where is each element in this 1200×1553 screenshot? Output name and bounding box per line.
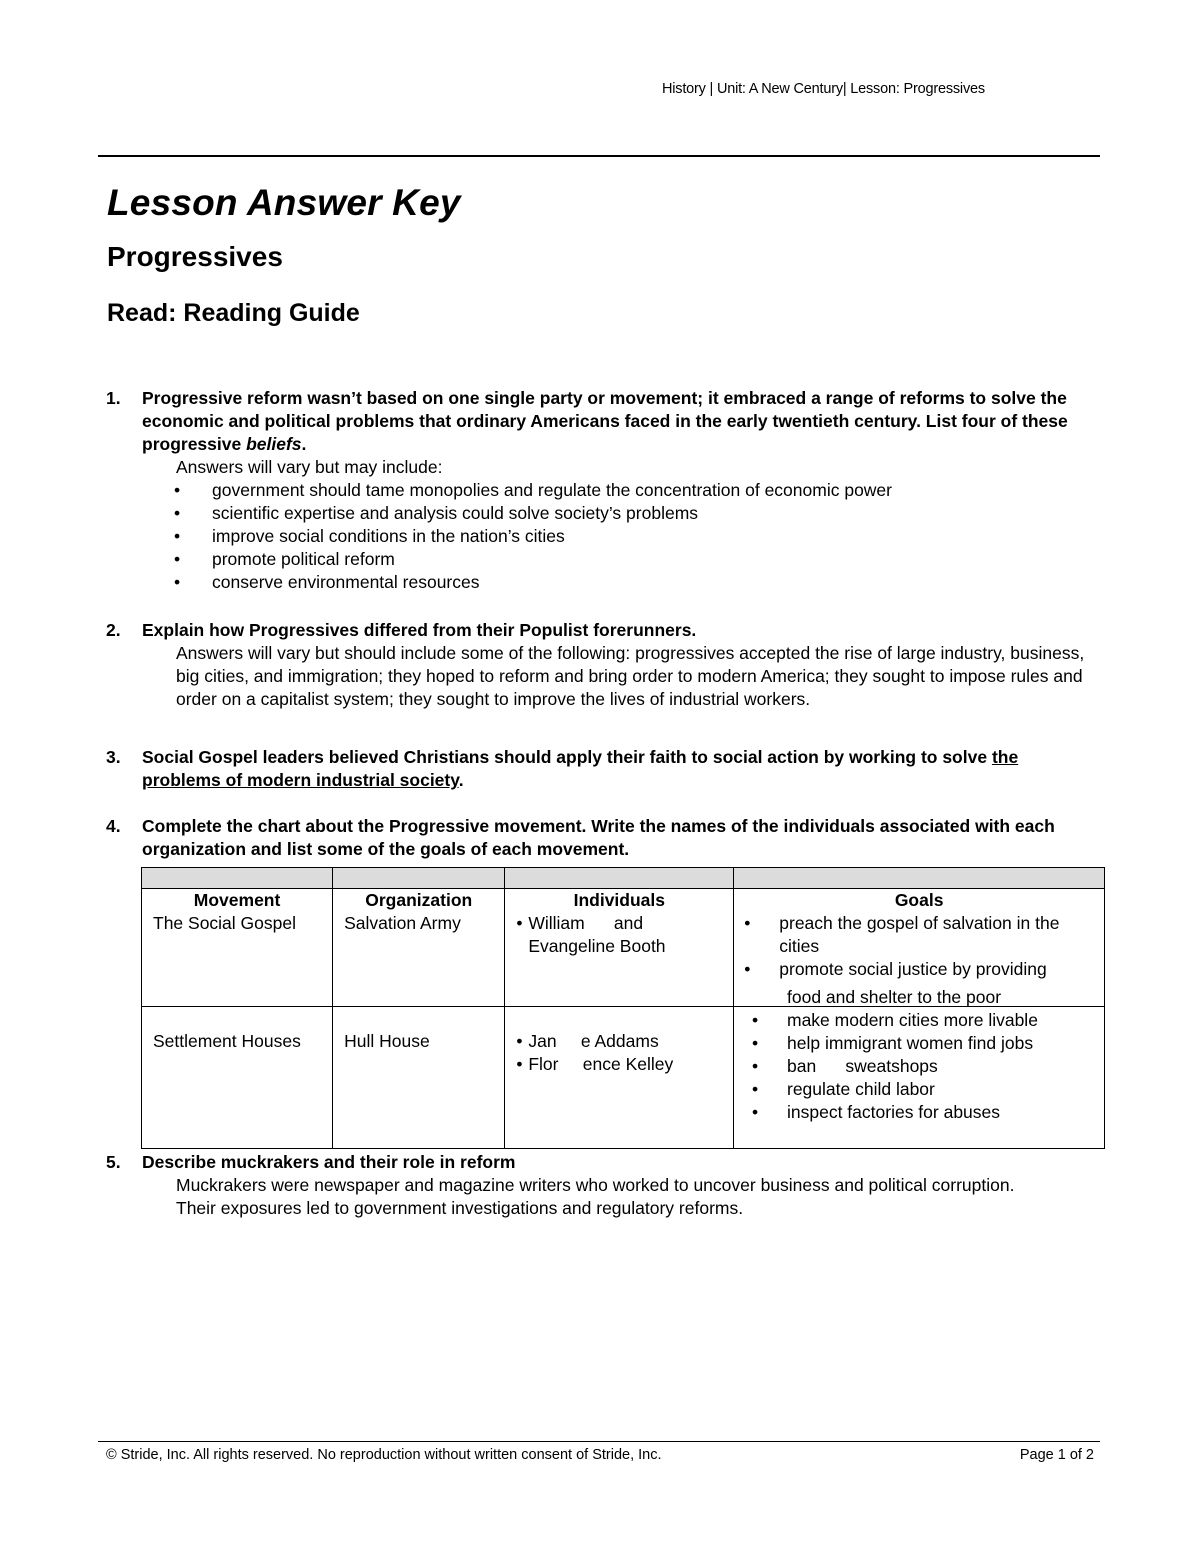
answer-intro: Answers will vary but may include: bbox=[176, 457, 443, 477]
movement-cell: Settlement Houses bbox=[142, 1007, 333, 1149]
lesson-title: Progressives bbox=[107, 241, 283, 272]
individuals-cell bbox=[505, 1007, 734, 1149]
column-header: Movement bbox=[142, 889, 333, 913]
list-item: • scientific expertise and analysis could solve society’s problems bbox=[174, 502, 1101, 525]
question-text: Complete the chart about the Progressive movement. Write the names of the individuals associated with each organization and list some of the goals of each movement. bbox=[142, 816, 1055, 859]
goals-continued bbox=[752, 986, 1104, 1124]
question-number: 4. bbox=[106, 816, 121, 836]
list-item: • promote political reform bbox=[174, 548, 1101, 571]
page-number: Page 1 of 2 bbox=[1019, 1447, 1094, 1463]
list-item: • improve social conditions in the nation’s cities bbox=[174, 525, 1101, 548]
question-2 bbox=[106, 619, 1101, 711]
question-number: 5. bbox=[106, 1152, 121, 1172]
list-item: • preach the gospel of salvation in the cities bbox=[744, 912, 1098, 958]
list-item: • conserve environmental resources bbox=[174, 571, 1101, 594]
answer-list bbox=[174, 479, 1101, 594]
answer-text: Answers will vary but should include some of the following: progressives accepted the rise of large industry, business, big cities, and immigration; they hoped to reform and bring order to modern America; they sought to impose rules and order on a capitalist system; they sought to improve the lives of industrial workers. bbox=[176, 643, 1085, 709]
question-text: Social Gospel leaders believed Christians should apply their faith to social action by working to solve the problems of modern industrial society. bbox=[142, 747, 1019, 790]
list-item: • promote social justice by providing bbox=[744, 958, 1098, 981]
running-header: History | Unit: A New Century| Lesson: Progressives bbox=[662, 81, 985, 97]
header-rule bbox=[98, 155, 1100, 157]
list-item: • Flor ence Kelley bbox=[516, 1053, 727, 1076]
chart-shade-row bbox=[142, 868, 1105, 889]
copyright-notice: © Stride, Inc. All rights reserved. No reproduction without written consent of Stride, Inc. bbox=[106, 1447, 662, 1463]
column-header: Organization bbox=[333, 889, 505, 913]
question-number: 2. bbox=[106, 620, 121, 640]
list-item: • ban sweatshops bbox=[752, 1055, 1104, 1078]
individuals-cell bbox=[505, 912, 734, 1007]
list-item: • government should tame monopolies and regulate the concentration of economic power bbox=[174, 479, 1101, 502]
column-header: Goals bbox=[734, 889, 1105, 913]
list-item: • Jan e Addams bbox=[516, 1030, 727, 1053]
question-4 bbox=[106, 815, 1101, 861]
question-text: Describe muckrakers and their role in reform bbox=[142, 1152, 516, 1172]
organization-cell: Hull House bbox=[333, 1007, 505, 1149]
list-item: • make modern cities more livable bbox=[752, 1009, 1104, 1032]
movement-cell: The Social Gospel bbox=[142, 912, 333, 1007]
chart-header-row bbox=[142, 889, 1105, 913]
goal-continuation: food and shelter to the poor bbox=[787, 987, 1002, 1007]
question-1 bbox=[106, 387, 1101, 594]
list-item: • inspect factories for abuses bbox=[752, 1101, 1104, 1124]
section-title: Read: Reading Guide bbox=[107, 299, 360, 327]
list-item: • William and Evangeline Booth bbox=[516, 912, 727, 958]
question-number: 1. bbox=[106, 388, 121, 408]
question-number: 3. bbox=[106, 747, 121, 767]
organization-cell: Salvation Army bbox=[333, 912, 505, 1007]
question-text: Progressive reform wasn’t based on one single party or movement; it embraced a range of reforms to solve the economic and political problems that ordinary Americans faced in the early twentieth century. List four of these progressive beliefs. bbox=[142, 388, 1068, 454]
footer-rule bbox=[98, 1441, 1100, 1442]
list-item: • help immigrant women find jobs bbox=[752, 1032, 1104, 1055]
list-item: • regulate child labor bbox=[752, 1078, 1104, 1101]
question-text: Explain how Progressives differed from their Populist forerunners. bbox=[142, 620, 697, 640]
fill-in-answer: the problems of modern industrial society bbox=[142, 747, 1019, 790]
question-3 bbox=[106, 746, 1101, 792]
answer-text: Muckrakers were newspaper and magazine writers who worked to uncover business and political corruption. Their exposures led to government investigations and regulatory reforms. bbox=[176, 1175, 1015, 1218]
document-title: Lesson Answer Key bbox=[107, 182, 461, 223]
column-header: Individuals bbox=[505, 889, 734, 913]
question-5 bbox=[106, 1151, 1101, 1220]
